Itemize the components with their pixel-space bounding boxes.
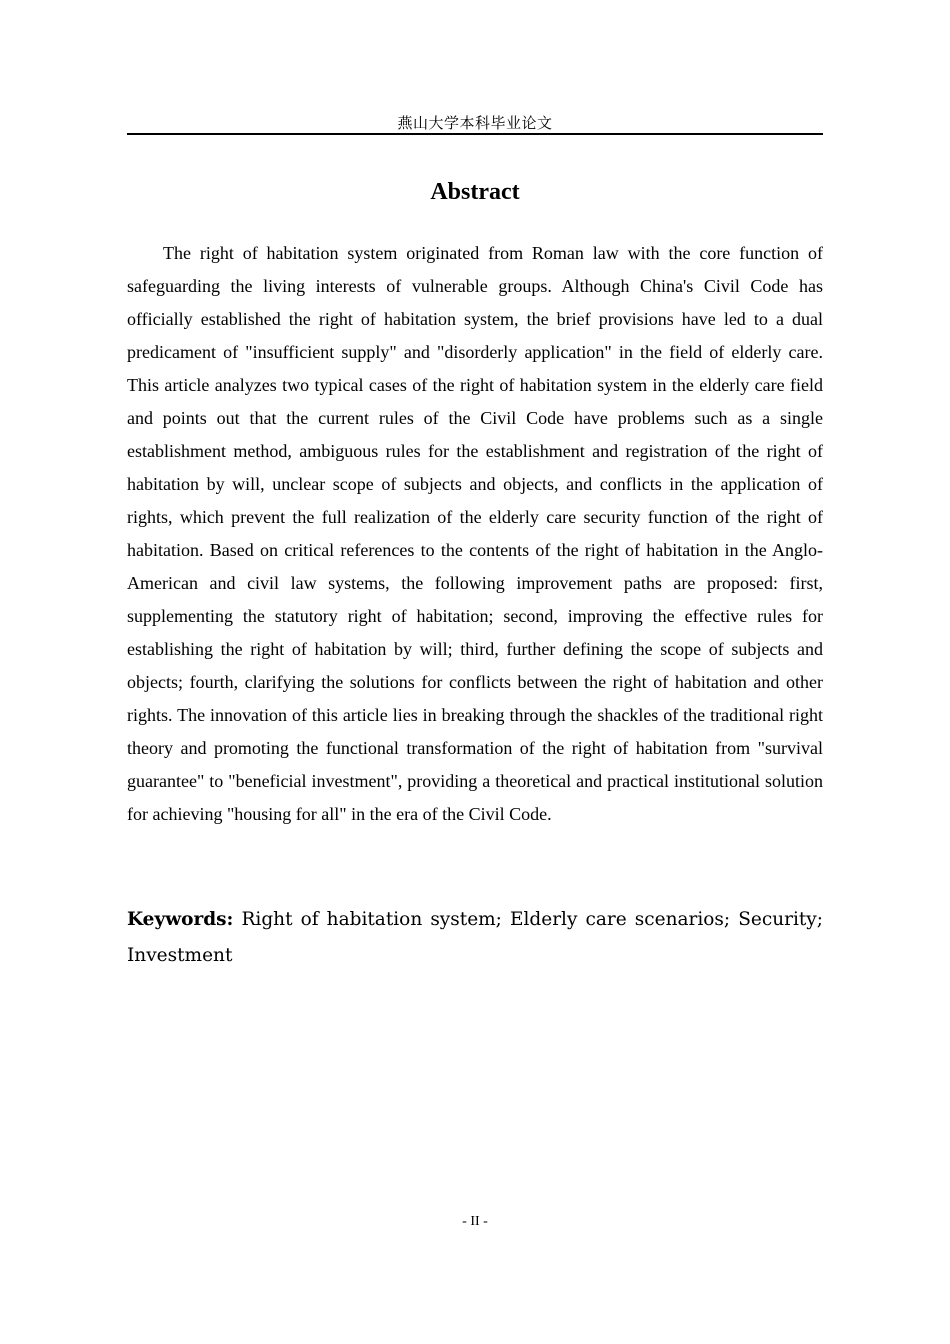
- header-divider: [127, 133, 823, 135]
- keywords-line: [127, 902, 823, 974]
- abstract-heading: Abstract: [430, 179, 520, 205]
- keywords-label: Keywords:: [127, 909, 234, 930]
- keywords-text: Right of habitation system; Elderly care scenarios; Security; Investment: [127, 909, 823, 966]
- running-header: 燕山大学本科毕业论文: [397, 114, 553, 132]
- page-number: - II -: [462, 1214, 488, 1229]
- abstract-paragraph: The right of habitation system originated from Roman law with the core function of safeguarding the living interests of vulnerable groups. Although China's Civil Code has officially established the right of habitation system, the brief provisions have led to a dual predicament of "insufficient supply" and "disorderly application" in the field of elderly care. This article analyzes two typical cases of the right of habitation system in the elderly care field and points out that the current rules of the Civil Code have problems such as a single establishment method, ambiguous rules for the establishment and registration of the right of habitation by will, unclear scope of subjects and objects, and conflicts in the application of rights, which prevent the full realization of the elderly care security function of the right of habitation. Based on critical references to the contents of the right of habitation in the Anglo-American and civil law systems, the following improvement paths are proposed: first, supplementing the statutory right of habitation; second, improving the effective rules for establishing the right of habitation by will; third, further defining the scope of subjects and objects; fourth, clarifying the solutions for conflicts between the right of habitation and other rights. The innovation of this article lies in breaking through the shackles of the traditional right theory and promoting the functional transformation of the right of habitation from "survival guarantee" to "beneficial investment", providing a theoretical and practical institutional solution for achieving "housing for all" in the era of the Civil Code.: [127, 243, 823, 824]
